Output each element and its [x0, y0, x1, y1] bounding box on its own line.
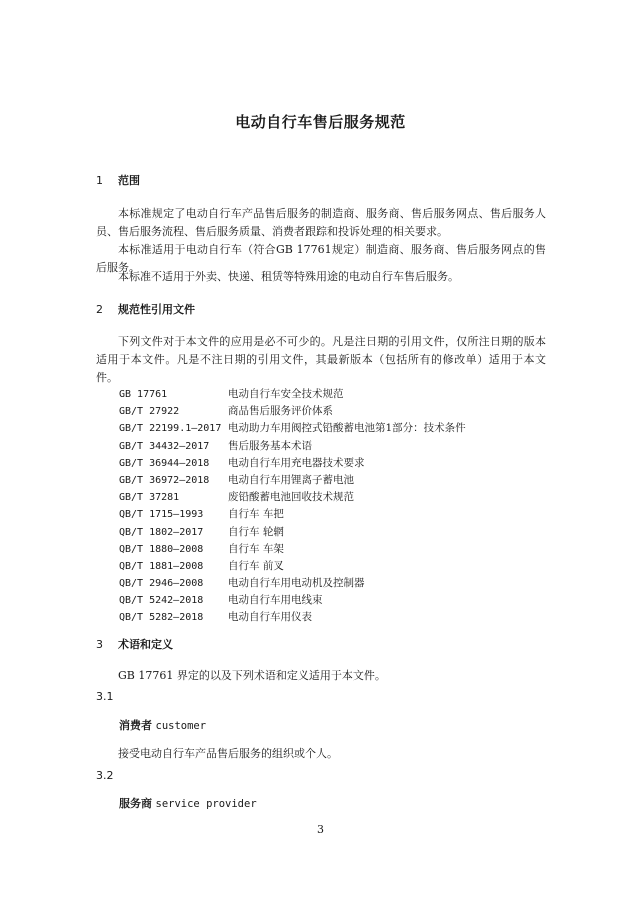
reference-code: GB/T 34432—2017: [119, 440, 210, 452]
reference-row: [119, 472, 466, 489]
term-chinese: 服务商: [119, 797, 152, 810]
reference-row: [119, 592, 466, 609]
section-1-paragraph-1: 本标准规定了电动自行车产品售后服务的制造商、服务商、售后服务网点、售后服务人员、售后服务流程、售后服务质量、消费者跟踪和投诉处理的相关要求。: [96, 207, 546, 238]
section-number: 2: [96, 303, 103, 316]
reference-row: [119, 489, 466, 506]
section-title: 范围: [118, 174, 140, 187]
reference-row: [119, 386, 466, 403]
reference-code: GB 17761: [119, 389, 168, 400]
reference-row: [119, 575, 466, 592]
reference-row: [119, 541, 466, 558]
section-1-heading: [96, 172, 140, 188]
reference-name: 自行车 车把: [228, 508, 284, 521]
reference-name: 废铅酸蓄电池回收技术规范: [228, 491, 354, 504]
reference-code: QB/T 1715—1993: [119, 509, 204, 521]
reference-name: 自行车 前叉: [228, 559, 284, 572]
section-3-intro: GB 17761 界定的以及下列术语和定义适用于本文件。: [118, 669, 386, 682]
reference-code: QB/T 1802—2017: [119, 526, 204, 538]
section-number: 1: [96, 174, 103, 187]
reference-row: [119, 506, 466, 523]
reference-row: [119, 455, 466, 472]
term-chinese: 消费者: [119, 719, 152, 732]
normative-reference-list: [119, 386, 466, 627]
reference-name: 商品售后服务评价体系: [228, 405, 333, 418]
reference-code: QB/T 1880—2008: [119, 543, 204, 555]
term-number: 3.2: [96, 769, 114, 782]
reference-name: 自行车 车架: [228, 542, 284, 555]
reference-name: 自行车 轮辋: [228, 525, 284, 538]
section-3-heading: [96, 636, 173, 652]
reference-name: 电动自行车用电动机及控制器: [228, 577, 365, 590]
document-title: 电动自行车售后服务规范: [235, 113, 406, 131]
reference-name: 电动自行车用充电器技术要求: [228, 456, 365, 469]
reference-name: 电动助力车用阀控式铅酸蓄电池第1部分：技术条件: [228, 422, 466, 435]
reference-code: GB/T 36972—2018: [119, 474, 210, 486]
reference-row: [119, 524, 466, 541]
term-english: customer: [155, 720, 207, 732]
reference-name: 电动自行车用仪表: [228, 611, 312, 624]
reference-row: [119, 438, 466, 455]
section-2-heading: [96, 301, 195, 317]
section-1-paragraph-3: 本标准不适用于外卖、快递、租赁等特殊用途的电动自行车售后服务。: [118, 270, 459, 283]
reference-name: 电动自行车用电线束: [228, 594, 323, 607]
reference-name: 售后服务基本术语: [228, 439, 312, 452]
reference-row: [119, 558, 466, 575]
reference-name: 电动自行车安全技术规范: [228, 388, 344, 400]
reference-row: [119, 403, 466, 420]
reference-row: [119, 609, 466, 626]
section-number: 3: [96, 638, 103, 651]
reference-row: [119, 420, 466, 437]
reference-name: 电动自行车用锂离子蓄电池: [228, 473, 354, 486]
term-entry: [119, 795, 257, 811]
section-1-paragraph-2: 本标准适用于电动自行车（符合GB 17761规定）制造商、服务商、售后服务网点的售后服务。: [96, 243, 546, 274]
reference-code: GB/T 36944—2018: [119, 457, 210, 469]
section-title: 术语和定义: [118, 638, 173, 651]
term-number: 3.1: [96, 690, 114, 703]
reference-code: QB/T 2946—2008: [119, 578, 204, 590]
page-number: 3: [317, 823, 324, 836]
reference-code: QB/T 5282—2018: [119, 612, 204, 624]
term-entry: [119, 717, 206, 733]
reference-code: GB/T 37281: [119, 492, 180, 504]
section-2-intro: 下列文件对于本文件的应用是必不可少的。凡是注日期的引用文件，仅所注日期的版本适用于本文件。凡是不注日期的引用文件，其最新版本（包括所有的修改单）适用于本文件。: [96, 335, 546, 384]
reference-code: GB/T 27922: [119, 406, 180, 418]
reference-code: GB/T 22199.1—2017: [119, 423, 222, 435]
term-english: service provider: [155, 798, 257, 810]
reference-code: QB/T 5242—2018: [119, 595, 204, 607]
section-title: 规范性引用文件: [118, 303, 195, 316]
term-definition: 接受电动自行车产品售后服务的组织或个人。: [118, 747, 338, 760]
reference-code: QB/T 1881—2008: [119, 560, 204, 572]
